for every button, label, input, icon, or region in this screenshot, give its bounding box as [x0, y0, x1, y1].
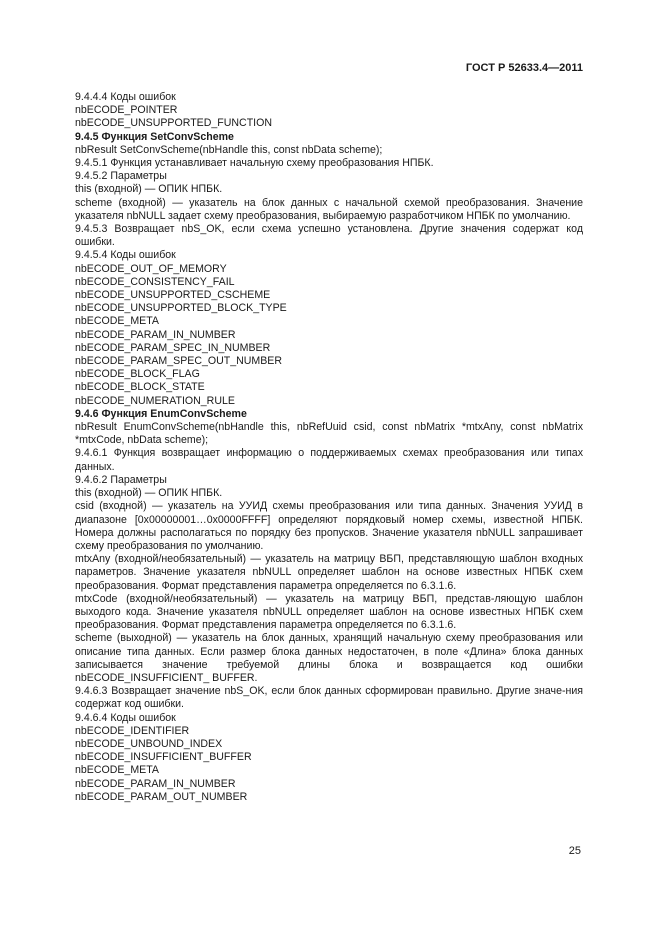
paragraph: 9.4.6.3 Возвращает значение nbS_OK, если блок данных сформирован правильно. Другие значе-ния содержат код ошибки. — [75, 685, 583, 711]
page-number: 25 — [568, 845, 581, 857]
error-code: nbECODE_PARAM_IN_NUMBER — [75, 777, 236, 790]
paragraph: mtxAny (входной/необязательный) — указатель на матрицу ВБП, представляющую шаблон входных параметров. Значение указателя nbNULL определяет шаблон на основе известных НПБК схем преобразования. Формат представления параметра определяется по 6.3.1.6. — [75, 553, 583, 592]
paragraph: scheme (входной) — указатель на блок данных с начальной схемой преобразования. Значение указателя nbNULL задает схему преобразования, выбираемую разработчиком НПБК по умолчанию. — [75, 196, 583, 222]
function-signature: nbResult EnumConvScheme(nbHandle this, nbRefUuid csid, const nbMatrix *mtxAny, const nbMatrix *mtxCode, nbData scheme); — [75, 421, 583, 447]
paragraph: csid (входной) — указатель на УУИД схемы преобразования или типа данных. Значения УУИД в диапазоне [0x00000001…0x0000FFFF] определяют порядковый номер схемы, известной НПБК. Номера должны располагаться по порядку без пропусков. Значение указателя nbNULL запрашивает схему преобразования по умолчанию. — [75, 500, 583, 552]
error-code: nbECODE_BLOCK_STATE — [75, 381, 205, 394]
error-code: nbECODE_BLOCK_FLAG — [75, 368, 200, 381]
paragraph: 9.4.6.2 Параметры — [75, 473, 167, 486]
paragraph: this (входной) — ОПИК НПБК. — [75, 183, 223, 196]
error-code: nbECODE_UNBOUND_INDEX — [75, 737, 223, 750]
error-code: nbECODE_UNSUPPORTED_CSCHEME — [75, 289, 271, 302]
section-heading: 9.4.5 Функция SetConvScheme — [75, 130, 234, 143]
section-heading: 9.4.6 Функция EnumConvScheme — [75, 407, 247, 420]
document-header: ГОСТ Р 52633.4—2011 — [465, 62, 583, 74]
error-code: nbECODE_META — [75, 315, 159, 328]
error-code: nbECODE_UNSUPPORTED_FUNCTION — [75, 117, 273, 130]
error-code: nbECODE_POINTER — [75, 104, 178, 117]
error-code: nbECODE_NUMERATION_RULE — [75, 394, 235, 407]
paragraph: 9.4.5.4 Коды ошибок — [75, 249, 176, 262]
paragraph: 9.4.5.3 Возвращает nbS_OK, если схема успешно установлена. Другие значения содержат код ошибки. — [75, 223, 583, 249]
error-code: nbECODE_IDENTIFIER — [75, 724, 190, 737]
error-code: nbECODE_CONSISTENCY_FAIL — [75, 275, 235, 288]
error-code: nbECODE_PARAM_OUT_NUMBER — [75, 790, 248, 803]
error-code: nbECODE_INSUFFICIENT_BUFFER — [75, 751, 252, 764]
error-code: nbECODE_META — [75, 764, 159, 777]
error-code: nbECODE_PARAM_IN_NUMBER — [75, 328, 236, 341]
paragraph: mtxCode (входной/необязательный) — указатель на матрицу ВБП, представ-ляющую шаблон выходого кода. Значение указателя nbNULL определяет шаблон на основе известных НПБК схем преобразования. Формат представления параметра определяется по 6.3.1.6. — [75, 592, 583, 632]
paragraph: 9.4.5.2 Параметры — [75, 170, 167, 183]
paragraph: 9.4.5.1 Функция устанавливает начальную схему преобразования НПБК. — [75, 157, 434, 170]
paragraph: 9.4.6.4 Коды ошибок — [75, 711, 176, 724]
function-signature: nbResult SetConvScheme(nbHandle this, const nbData scheme); — [75, 143, 383, 156]
error-code: nbECODE_OUT_OF_MEMORY — [75, 262, 227, 275]
error-code: nbECODE_PARAM_SPEC_IN_NUMBER — [75, 341, 271, 354]
error-code: nbECODE_UNSUPPORTED_BLOCK_TYPE — [75, 302, 287, 315]
paragraph: this (входной) — ОПИК НПБК. — [75, 487, 223, 500]
error-code: nbECODE_PARAM_SPEC_OUT_NUMBER — [75, 355, 283, 368]
page-body — [75, 91, 583, 804]
paragraph: scheme (выходной) — указатель на блок данных, хранящий начальную схему преобразования или описание типа данных. Если размер блока данных недостаточен, в поле «Длина» блока данных записывается значение требуемой длины блока и возвращается код ошибки nbECODE_INSUFFICIENT_ BUFFER. — [75, 632, 583, 684]
paragraph: 9.4.6.1 Функция возвращает информацию о поддерживаемых схемах преобразования или типах данных. — [75, 447, 583, 473]
section-heading: 9.4.4.4 Коды ошибок — [75, 91, 176, 103]
